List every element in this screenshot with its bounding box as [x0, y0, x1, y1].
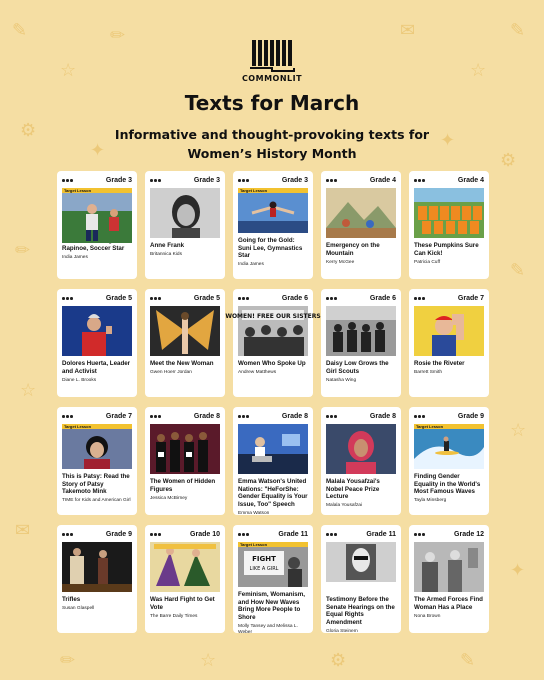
grade-label: Grade 6	[281, 295, 308, 302]
text-author: Jessica McBirney	[150, 495, 188, 501]
text-author: Patricia Cuff	[414, 259, 441, 265]
text-card-17[interactable]	[145, 525, 225, 633]
more-options-icon[interactable]	[150, 297, 161, 300]
text-card-14[interactable]	[321, 407, 401, 515]
grade-label: Grade 7	[457, 295, 484, 302]
text-card-2[interactable]	[145, 171, 225, 279]
text-author: Andrew Matthews	[238, 370, 277, 376]
grade-label: Grade 10	[190, 531, 220, 538]
text-author: Tayla Minsberg	[414, 498, 447, 504]
text-thumbnail	[150, 424, 220, 474]
brand-name: COMMONLIT	[241, 74, 303, 83]
text-card-15[interactable]	[409, 407, 489, 515]
text-thumbnail	[414, 188, 484, 238]
text-thumbnail	[326, 424, 396, 474]
text-author: Malala Yousafzai	[326, 503, 363, 509]
target-lesson-badge: Target Lesson	[62, 188, 132, 193]
text-title[interactable]: Going for the Gold: Suni Lee, Gymnastics Star	[238, 237, 303, 260]
grade-label: Grade 5	[105, 295, 132, 302]
text-title[interactable]: Malala Yousafzai's Nobel Peace Prize Lecture	[326, 478, 380, 501]
target-lesson-badge: Target Lesson	[414, 424, 484, 429]
grade-label: Grade 8	[281, 413, 308, 420]
text-title[interactable]: Trifles	[62, 596, 81, 603]
text-card-20[interactable]	[409, 525, 489, 633]
text-title[interactable]: Testimony Before the Senate Hearings on the Equal Rights Amendment	[326, 596, 395, 626]
text-thumbnail	[62, 429, 132, 469]
text-title[interactable]: These Pumpkins Sure Can Kick!	[414, 242, 479, 257]
grade-label: Grade 3	[193, 177, 220, 184]
more-options-icon[interactable]	[326, 533, 337, 536]
text-thumbnail	[326, 306, 396, 356]
text-card-9[interactable]	[321, 289, 401, 397]
text-thumbnail	[238, 424, 308, 474]
background-pattern: ✎ ☆ ✏ ⚙ ✦ ✉ ☆ ✎ ✦ ⚙ ✏ ☆ ✉ ✎ ☆ ✦ ✏ ☆ ⚙ ✎	[12, 20, 527, 671]
text-thumbnail	[414, 429, 484, 469]
text-card-13[interactable]	[233, 407, 313, 515]
text-title[interactable]: Rapinoe, Soccer Star	[62, 244, 125, 252]
more-options-icon[interactable]	[62, 415, 73, 418]
text-card-16[interactable]	[57, 525, 137, 633]
grade-label: Grade 4	[457, 177, 484, 184]
text-author: The Barre Daily Times	[150, 613, 198, 619]
text-title[interactable]: Finding Gender Equality in the World's Most Famous Waves	[414, 473, 481, 496]
grade-label: Grade 9	[457, 413, 484, 420]
text-thumbnail	[225, 306, 321, 356]
more-options-icon[interactable]	[62, 297, 73, 300]
more-options-icon[interactable]	[238, 297, 249, 300]
text-author: Natasha Wing	[326, 377, 357, 383]
text-card-3[interactable]	[233, 171, 313, 279]
text-card-4[interactable]	[321, 171, 401, 279]
grade-label: Grade 8	[369, 413, 396, 420]
text-thumbnail	[238, 547, 308, 587]
text-thumbnail	[414, 542, 484, 592]
page-title: Texts for March	[184, 91, 360, 115]
text-author: Susan Glaspell	[62, 606, 95, 612]
text-thumbnail	[62, 542, 132, 592]
more-options-icon[interactable]	[326, 179, 337, 182]
text-title[interactable]: The Armed Forces Find Woman Has a Place	[414, 596, 483, 611]
grade-label: Grade 11	[366, 531, 396, 538]
more-options-icon[interactable]	[62, 179, 73, 182]
text-author: TIME for Kids and American Girl	[62, 498, 131, 504]
book-logo-icon	[249, 38, 295, 72]
text-thumbnail	[150, 542, 220, 592]
text-author: Barrett Smith	[414, 370, 442, 376]
text-thumbnail	[326, 542, 396, 592]
grade-label: Grade 6	[369, 295, 396, 302]
text-card-7[interactable]	[145, 289, 225, 397]
more-options-icon[interactable]	[326, 415, 337, 418]
page-subtitle: Informative and thought-provoking texts for Women’s History Month	[114, 127, 430, 161]
text-card-grid	[57, 171, 489, 633]
text-author: India James	[238, 262, 264, 268]
more-options-icon[interactable]	[238, 415, 249, 418]
more-options-icon[interactable]	[414, 533, 425, 536]
grade-label: Grade 4	[369, 177, 396, 184]
text-author: Kerry McGee	[326, 259, 355, 265]
text-author: Gwen Hoerr Jordan	[150, 370, 192, 376]
page-header	[0, 38, 544, 163]
text-title[interactable]: Was Hard Fight to Get Vote	[150, 596, 215, 611]
text-title[interactable]: Dolores Huerta, Leader and Activist	[62, 360, 131, 375]
more-options-icon[interactable]	[150, 533, 161, 536]
text-title[interactable]: Women Who Spoke Up	[238, 360, 306, 367]
svg-text:LIKE A GIRL: LIKE A GIRL	[249, 566, 279, 572]
more-options-icon[interactable]	[326, 297, 337, 300]
grade-label: Grade 3	[281, 177, 308, 184]
target-lesson-badge: Target Lesson	[238, 188, 308, 193]
more-options-icon[interactable]	[150, 415, 161, 418]
text-title[interactable]: Emma Watson's United Nations: "HeForShe: Gender Equality is Your Issue, Too" Speech	[238, 478, 308, 508]
more-options-icon[interactable]	[414, 415, 425, 418]
text-title[interactable]: Anne Frank	[150, 242, 185, 249]
text-author: Diane L. Brooks	[62, 377, 97, 383]
more-options-icon[interactable]	[414, 179, 425, 182]
text-title[interactable]: The Women of Hidden Figures	[150, 478, 216, 493]
grade-label: Grade 5	[193, 295, 220, 302]
grade-label: Grade 9	[105, 531, 132, 538]
text-card-8[interactable]	[225, 289, 321, 397]
grade-label: Grade 8	[193, 413, 220, 420]
grade-label: Grade 12	[454, 531, 484, 538]
more-options-icon[interactable]	[150, 179, 161, 182]
target-lesson-badge: Target Lesson	[62, 424, 132, 429]
more-options-icon[interactable]	[238, 533, 249, 536]
svg-text:WOMEN! FREE OUR SISTERS: WOMEN! FREE OUR SISTERS	[225, 313, 321, 320]
grade-label: Grade 7	[105, 413, 132, 420]
grade-label: Grade 3	[105, 177, 132, 184]
text-card-1[interactable]	[57, 171, 137, 279]
text-title[interactable]: Emergency on the Mountain	[326, 242, 380, 257]
target-lesson-badge: Target Lesson	[238, 542, 308, 547]
text-title[interactable]: Daisy Low Grows the Girl Scouts	[326, 360, 389, 375]
text-card-11[interactable]	[57, 407, 137, 515]
text-title[interactable]: Meet the New Woman	[150, 360, 214, 367]
text-title[interactable]: Rosie the Riveter	[414, 360, 465, 367]
text-author: India James	[62, 254, 88, 260]
text-thumbnail	[326, 188, 396, 238]
more-options-icon[interactable]	[414, 297, 425, 300]
text-card-6[interactable]	[57, 289, 137, 397]
more-options-icon[interactable]	[238, 179, 249, 182]
text-author: Molly Tansey and Melissa L. Weber	[238, 623, 298, 635]
more-options-icon[interactable]	[62, 533, 73, 536]
text-thumbnail	[414, 306, 484, 356]
svg-text:FIGHT: FIGHT	[252, 555, 276, 563]
text-author: Nona Brown	[414, 613, 441, 619]
text-card-5[interactable]	[409, 171, 489, 279]
text-thumbnail	[150, 188, 220, 238]
text-author: Gloria Steinem	[326, 628, 358, 634]
text-card-19[interactable]	[321, 525, 401, 633]
text-author: Britannica Kids	[150, 252, 182, 258]
text-title[interactable]: Feminism, Womanism, and How New Waves Bring More People to Shore	[238, 591, 305, 621]
text-thumbnail	[238, 193, 308, 233]
text-thumbnail	[62, 306, 132, 356]
text-card-10[interactable]	[409, 289, 489, 397]
text-card-12[interactable]	[145, 407, 225, 515]
text-thumbnail	[150, 306, 220, 356]
text-author: Emma Watson	[238, 510, 270, 516]
text-title[interactable]: This is Patsy: Read the Story of Patsy Takemoto Mink	[62, 473, 130, 496]
text-card-18[interactable]	[233, 525, 313, 633]
text-thumbnail	[62, 193, 132, 233]
grade-label: Grade 11	[278, 531, 308, 538]
